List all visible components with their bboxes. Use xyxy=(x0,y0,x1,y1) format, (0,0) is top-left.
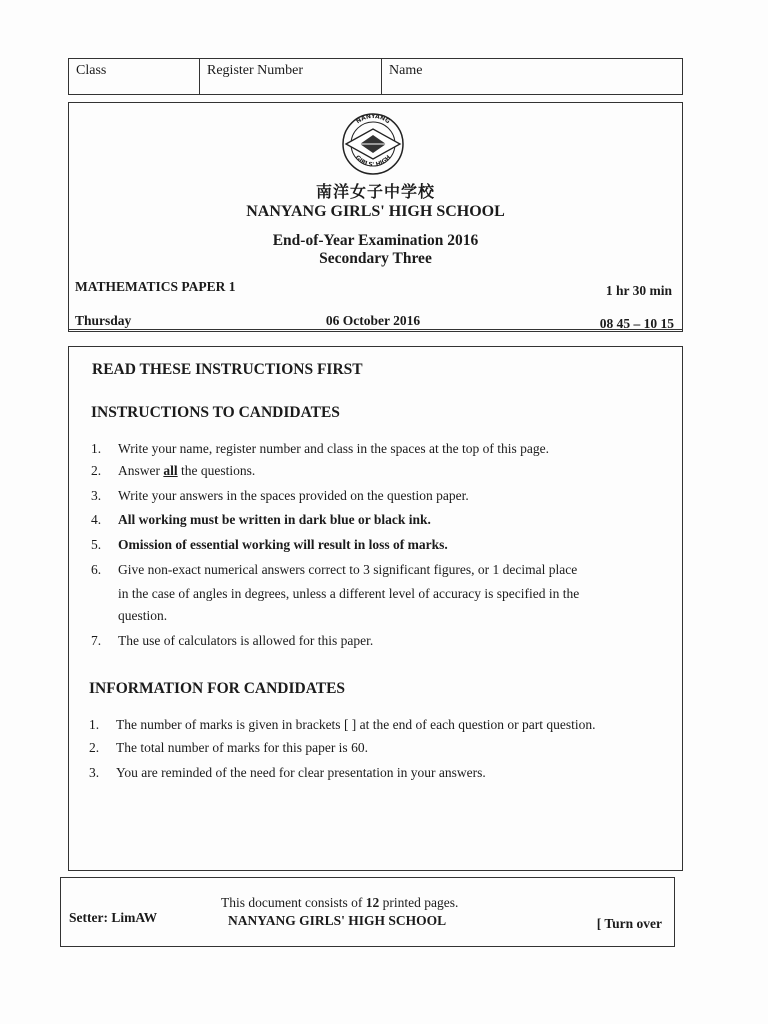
name-label: Name xyxy=(389,63,423,78)
document-footer xyxy=(60,877,675,947)
register-number-label: Register Number xyxy=(207,63,304,78)
svg-text:NANYANG: NANYANG xyxy=(354,112,392,126)
setter-name: Setter: LimAW xyxy=(69,910,158,925)
name-field[interactable] xyxy=(382,59,682,94)
instructions-heading: INSTRUCTIONS TO CANDIDATES xyxy=(91,404,340,421)
class-label: Class xyxy=(76,63,107,78)
exam-time: 08 45 – 10 15 xyxy=(599,316,674,331)
register-number-field[interactable] xyxy=(200,59,382,94)
school-name: NANYANG GIRLS' HIGH SCHOOL xyxy=(246,203,505,220)
information-heading: INFORMATION FOR CANDIDATES xyxy=(89,680,346,697)
exam-duration: 1 hr 30 min xyxy=(605,283,672,298)
exam-level: Secondary Three xyxy=(319,250,432,267)
footer-school-name: NANYANG GIRLS' HIGH SCHOOL xyxy=(228,913,447,928)
exam-date: 06 October 2016 xyxy=(325,313,421,328)
header-divider xyxy=(69,329,682,330)
exam-day: Thursday xyxy=(75,313,132,328)
emphasis-all: all xyxy=(163,463,178,478)
exam-title: End-of-Year Examination 2016 xyxy=(272,232,479,249)
exam-header xyxy=(68,102,683,332)
page-count: 12 xyxy=(365,895,380,910)
svg-text:GIRLS' HIGH: GIRLS' HIGH xyxy=(353,154,393,169)
class-field[interactable] xyxy=(69,59,200,94)
school-chinese-name: 南洋女子中学校 xyxy=(315,182,435,201)
paper-subject: MATHEMATICS PAPER 1 xyxy=(75,279,236,294)
instructions-box: READ THESE INSTRUCTIONS FIRST INSTRUCTIONS TO CANDIDATES 1. Write your name, register number and class in the spaces at the top of this page. 2. Answer all the questions. 3. Write your answers in the spaces provided on the question paper. 4. All working must be written in dark blue or black ink. 5. Omission of essential working will result in loss of marks. 6. Give non-exact numerical answers correct to 3 significant figures, or 1 decimal place in the case of angles in degrees, unless a different level of accuracy is specified in the question. 7. The use of calculators is allowed for this paper. INFORMATION FOR CANDIDATES 1. The number of marks is given in brackets [ ] at the end of each question or part question. 2. The total number of marks for this paper is 60. 3. You are reminded of the need for clear presentation in your answers. xyxy=(68,346,683,871)
page-count-note: This document consists of 12 printed pages. xyxy=(221,895,459,910)
turn-over-note: [ Turn over xyxy=(596,916,662,931)
school-crest-icon xyxy=(340,111,406,177)
read-first-heading: READ THESE INSTRUCTIONS FIRST xyxy=(92,361,363,378)
candidate-info-row xyxy=(68,58,683,95)
